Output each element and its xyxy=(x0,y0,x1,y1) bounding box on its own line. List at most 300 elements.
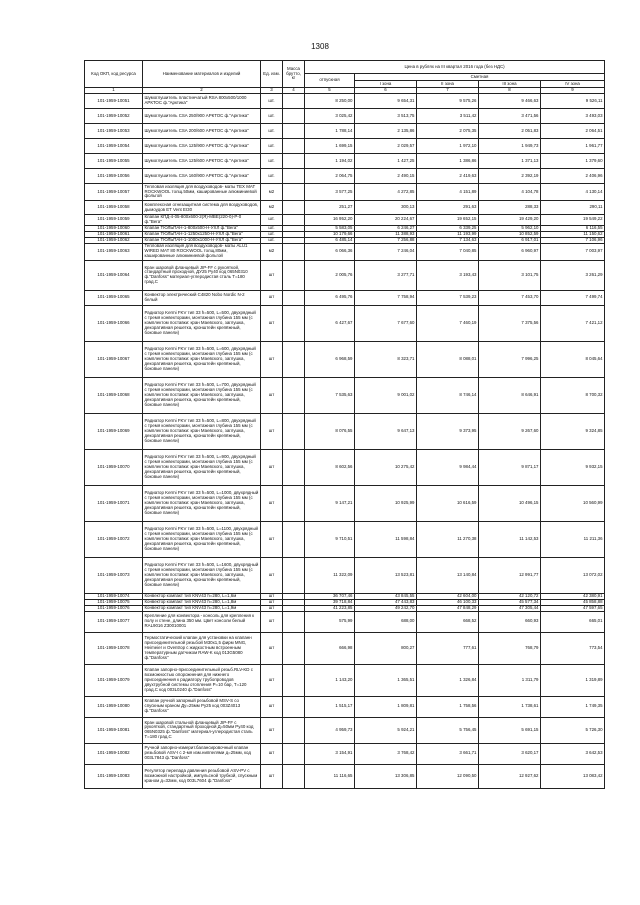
row-zone-3-price: 6 917,01 xyxy=(479,237,541,243)
row-unit: шт xyxy=(261,260,283,290)
row-zone-3-price: 1 371,13 xyxy=(479,154,541,169)
header-unit: Ед. изм. xyxy=(261,61,283,88)
row-release-price: 8 076,55 xyxy=(305,413,355,449)
row-code: 101-1959-10076 xyxy=(85,605,143,611)
row-mass xyxy=(283,377,305,413)
row-unit: шт. xyxy=(261,94,283,109)
row-code: 101-1959-10073 xyxy=(85,557,143,593)
index-cell: 7 xyxy=(417,88,479,94)
index-cell: 9 xyxy=(541,88,605,94)
row-zone-2-price: 7 460,19 xyxy=(417,305,479,341)
row-zone-2-price: 9 984,44 xyxy=(417,449,479,485)
header-release: отпускная xyxy=(305,74,355,88)
row-name: Клапан ТЮЛЬПАН-1-1000х1000-Н-УХЛ ф."Вега" xyxy=(143,237,261,243)
index-cell: 8 xyxy=(479,88,541,94)
row-mass xyxy=(283,290,305,305)
row-name: Радиатор Kermi FKV тип 33 h=500, L=700, двухрядный с тремя конвекторами, монтажная глубина 155 мм (с комплектом поставки: кран Маевского, заглушка, декоративная решетка, кронштейн крепёжный, боковые панели) xyxy=(143,377,261,413)
row-unit: шт xyxy=(261,305,283,341)
row-code: 101-1959-10058 xyxy=(85,201,143,215)
row-zone-3-price: 42 120,72 xyxy=(479,593,541,599)
row-release-price: 4 959,73 xyxy=(305,717,355,743)
row-release-price: 3 154,91 xyxy=(305,743,355,764)
row-code: 101-1959-10075 xyxy=(85,599,143,605)
row-release-price: 6 427,67 xyxy=(305,305,355,341)
row-zone-4-price: 10 560,99 xyxy=(541,485,605,521)
row-zone-3-price: 2 051,83 xyxy=(479,124,541,139)
row-unit: шт. xyxy=(261,237,283,243)
row-zone-3-price: 8 646,91 xyxy=(479,377,541,413)
row-name: Радиатор Kermi FKV тип 33 h=500, L=900, двухрядный с тремя конвекторами, монтажная глубина 155 мм (с комплектом поставки: кран Маевского, заглушка, декоративная решетка, кронштейн крепёжный, боковые панели) xyxy=(143,449,261,485)
row-name: Кран шаровой фланцевый JIP-FF с рукояткой, стандартный проходной, ДУ25 Ру40 код 065N0310 ф."Danfoss" материал-углеродистая сталь Т=180 град.С xyxy=(143,260,261,290)
row-name: Кран шаровой стальной фланцевый JIP-FF с рукояткой, стандартный проходной Д=50мм Ру40 код 065N0325 ф."Danfoss" материал-углеродистая сталь Т=180 град.С xyxy=(143,717,261,743)
row-mass xyxy=(283,124,305,139)
row-zone-4-price: 2 406,96 xyxy=(541,169,605,184)
row-zone-1-price: 1 809,81 xyxy=(355,696,417,717)
table-row xyxy=(85,290,605,305)
row-unit: шт xyxy=(261,611,283,632)
row-release-price: 16 952,20 xyxy=(305,215,355,226)
row-zone-4-price: 8 045,64 xyxy=(541,341,605,377)
table-row xyxy=(85,413,605,449)
row-zone-2-price: 1 386,86 xyxy=(417,154,479,169)
row-code: 101-1959-10052 xyxy=(85,109,143,124)
table-row xyxy=(85,225,605,231)
row-zone-3-price: 1 311,79 xyxy=(479,664,541,696)
row-code: 101-1959-10066 xyxy=(85,305,143,341)
row-unit: шт xyxy=(261,717,283,743)
row-name: Радиатор Kermi FKV тип 33 h=500, L=1100, двухрядный с тремя конвекторами, монтажная глубина 155 мм (с комплектом поставки: кран Маевского, заглушка, декоративная решетка, кронштейн крепёжный, боковые панели) xyxy=(143,521,261,557)
row-release-price: 10 179,66 xyxy=(305,231,355,237)
row-zone-3-price: 288,33 xyxy=(479,201,541,215)
row-zone-3-price: 1 949,73 xyxy=(479,139,541,154)
index-cell: 5 xyxy=(305,88,355,94)
row-unit: шт xyxy=(261,449,283,485)
row-name: Конвектор компакт тип KNV43 h=280, L=1,8м xyxy=(143,599,261,605)
row-unit: м2 xyxy=(261,201,283,215)
row-name: Клапан запорно-присоединительный резьб.RLV-KD с возможностью опорожнения для нижнего присоединения к радиатору трубопроводов двухтрубной системы отопления Р=10 бар, Т=120 град.С код 003L0240 ф."Danfoss" xyxy=(143,664,261,696)
row-mass xyxy=(283,485,305,521)
table-row xyxy=(85,169,605,184)
row-zone-3-price: 9 267,60 xyxy=(479,413,541,449)
header-mass: Масса брутто, кг xyxy=(283,61,305,88)
row-release-price: 6 968,59 xyxy=(305,341,355,377)
row-zone-2-price: 4 151,89 xyxy=(417,184,479,201)
row-zone-4-price: 7 421,12 xyxy=(541,305,605,341)
row-name: Шумоглушитель CSA 125/900 АРКТОС ф."Арктика" xyxy=(143,139,261,154)
row-mass xyxy=(283,557,305,593)
row-unit: шт xyxy=(261,413,283,449)
row-code: 101-1959-10056 xyxy=(85,169,143,184)
row-name: Тепловая изоляция для воздуховодов- маты TEX MAT ROCKWOOL толщ.50мм, кашированные алюминиевой фольгой xyxy=(143,184,261,201)
table-row xyxy=(85,260,605,290)
row-name: Конвектор электрический C4820 Nobo Nordic N-2 белый xyxy=(143,290,261,305)
row-zone-1-price: 49 242,70 xyxy=(355,605,417,611)
row-name: Радиатор Kermi FKV тип 33 h=500, L=1000, двухрядный с тремя конвекторами, монтажная глубина 155 мм (с комплектом поставки: кран Маевского, заглушка, декоративная решетка, кронштейн крепёжный, боковые панели) xyxy=(143,485,261,521)
row-mass xyxy=(283,215,305,226)
row-zone-4-price: 45 858,88 xyxy=(541,599,605,605)
row-zone-4-price: 9 526,11 xyxy=(541,94,605,109)
row-name: Конвектор компакт тип KNV43 h=280, L=1,6м xyxy=(143,593,261,599)
table-row xyxy=(85,377,605,413)
row-zone-1-price: 2 029,57 xyxy=(355,139,417,154)
table-row xyxy=(85,593,605,599)
row-mass xyxy=(283,94,305,109)
row-zone-2-price: 3 193,43 xyxy=(417,260,479,290)
row-name: Радиатор Kermi FKV тип 33 h=500, L=1600, двухрядный с тремя конвекторами, монтажная глубина 155 мм (с комплектом поставки: кран Маевского, заглушка, декоративная решетка, кронштейн крепёжный, боковые панели) xyxy=(143,557,261,593)
row-zone-1-price: 7 246,04 xyxy=(355,243,417,260)
row-unit: шт. xyxy=(261,154,283,169)
row-name: Конвектор компакт тип KNV43 h=280, L=1,9м xyxy=(143,605,261,611)
row-zone-2-price: 668,52 xyxy=(417,611,479,632)
row-unit: м2 xyxy=(261,184,283,201)
index-cell: 1 xyxy=(85,88,143,94)
row-zone-3-price: 2 392,19 xyxy=(479,169,541,184)
row-name: Ручной запорно-измерит.балансировочный клапан резьбовой ASV-I с 2-мя изм.ниппелями д=25мм, код 003L7843 ф."Danfoss" xyxy=(143,743,261,764)
row-release-price: 9 147,21 xyxy=(305,485,355,521)
index-cell: 2 xyxy=(143,88,261,94)
row-release-price: 9 710,51 xyxy=(305,521,355,557)
row-zone-2-price: 3 661,71 xyxy=(417,743,479,764)
row-mass xyxy=(283,169,305,184)
row-zone-2-price: 46 100,33 xyxy=(417,599,479,605)
row-name: Клапан ручной запорный резьбовой MSV-S со спускным краном Ду=25мм Ру25 код 003Z4013 ф."Danfoss" xyxy=(143,696,261,717)
row-unit: шт xyxy=(261,377,283,413)
row-zone-1-price: 9 654,31 xyxy=(355,94,417,109)
row-name: Комплексная огнезащитная система для воздуховодов, дымоудов ET Vent EI30 xyxy=(143,201,261,215)
row-zone-1-price: 7 256,88 xyxy=(355,237,417,243)
row-zone-1-price: 3 768,42 xyxy=(355,743,417,764)
row-zone-2-price: 10 616,59 xyxy=(417,485,479,521)
row-zone-2-price: 13 140,84 xyxy=(417,557,479,593)
row-zone-1-price: 800,27 xyxy=(355,632,417,664)
row-zone-4-price: 11 150,62 xyxy=(541,231,605,237)
row-zone-3-price: 45 577,34 xyxy=(479,599,541,605)
page-number: 1308 xyxy=(311,42,329,51)
row-zone-1-price: 7 677,60 xyxy=(355,305,417,341)
row-zone-2-price: 8 088,01 xyxy=(417,341,479,377)
row-zone-1-price: 10 925,99 xyxy=(355,485,417,521)
row-unit: шт xyxy=(261,664,283,696)
table-row xyxy=(85,243,605,260)
row-code: 101-1959-10083 xyxy=(85,764,143,788)
row-zone-2-price: 11 193,99 xyxy=(417,231,479,237)
row-release-price: 2 064,75 xyxy=(305,169,355,184)
row-name: Клапан ТЮЛЬПАН-1-800х500-Н-УХЛ ф."Вега" xyxy=(143,225,261,231)
row-unit: шт xyxy=(261,593,283,599)
row-zone-4-price: 6 116,55 xyxy=(541,225,605,231)
row-zone-4-price: 13 072,02 xyxy=(541,557,605,593)
table-row xyxy=(85,231,605,237)
row-code: 101-1959-10081 xyxy=(85,717,143,743)
row-zone-1-price: 2 135,86 xyxy=(355,124,417,139)
row-mass xyxy=(283,305,305,341)
row-zone-1-price: 1 365,51 xyxy=(355,664,417,696)
row-code: 101-1959-10064 xyxy=(85,260,143,290)
row-mass xyxy=(283,764,305,788)
row-zone-3-price: 3 620,17 xyxy=(479,743,541,764)
row-zone-4-price: 3 493,03 xyxy=(541,109,605,124)
row-code: 101-1959-10069 xyxy=(85,413,143,449)
row-name: Шумоглушитель пластинчатый RSA 800х500/1000 АРКТОС ф."Арктика" xyxy=(143,94,261,109)
row-zone-4-price: 47 597,65 xyxy=(541,605,605,611)
row-zone-4-price: 2 064,51 xyxy=(541,124,605,139)
header-price-title: Цена в рублях на III квартал 2016 года (без НДС) xyxy=(305,61,605,74)
row-zone-4-price: 1 319,89 xyxy=(541,664,605,696)
row-zone-2-price: 7 040,85 xyxy=(417,243,479,260)
index-cell: 4 xyxy=(283,88,305,94)
row-mass xyxy=(283,664,305,696)
row-zone-2-price: 3 511,42 xyxy=(417,109,479,124)
row-code: 101-1959-10057 xyxy=(85,184,143,201)
row-code: 101-1959-10060 xyxy=(85,225,143,231)
row-code: 101-1959-10072 xyxy=(85,521,143,557)
row-release-price: 39 718,84 xyxy=(305,599,355,605)
row-mass xyxy=(283,449,305,485)
row-code: 101-1959-10070 xyxy=(85,449,143,485)
row-zone-1-price: 5 924,21 xyxy=(355,717,417,743)
table-row xyxy=(85,717,605,743)
table-row xyxy=(85,605,605,611)
table-row xyxy=(85,557,605,593)
table-row xyxy=(85,341,605,377)
row-mass xyxy=(283,341,305,377)
row-zone-2-price: 5 756,45 xyxy=(417,717,479,743)
row-zone-4-price: 1 379,60 xyxy=(541,154,605,169)
row-zone-1-price: 43 845,55 xyxy=(355,593,417,599)
row-zone-4-price: 1 961,77 xyxy=(541,139,605,154)
row-zone-2-price: 291,63 xyxy=(417,201,479,215)
row-zone-1-price: 300,13 xyxy=(355,201,417,215)
row-zone-3-price: 19 429,20 xyxy=(479,215,541,226)
table-row xyxy=(85,124,605,139)
row-release-price: 2 005,76 xyxy=(305,260,355,290)
row-mass xyxy=(283,139,305,154)
row-zone-1-price: 20 224,67 xyxy=(355,215,417,226)
row-zone-4-price: 42 380,91 xyxy=(541,593,605,599)
row-mass xyxy=(283,109,305,124)
row-zone-1-price: 4 272,85 xyxy=(355,184,417,201)
row-release-price: 36 707,46 xyxy=(305,593,355,599)
row-zone-1-price: 8 323,71 xyxy=(355,341,417,377)
row-zone-1-price: 7 758,94 xyxy=(355,290,417,305)
row-zone-3-price: 5 962,10 xyxy=(479,225,541,231)
row-release-price: 3 025,42 xyxy=(305,109,355,124)
row-zone-3-price: 9 871,17 xyxy=(479,449,541,485)
row-zone-4-price: 7 003,97 xyxy=(541,243,605,260)
row-zone-2-price: 9 575,26 xyxy=(417,94,479,109)
header-code: Код ОКП, код ресурса xyxy=(85,61,143,88)
row-zone-1-price: 9 647,13 xyxy=(355,413,417,449)
row-release-price: 7 535,63 xyxy=(305,377,355,413)
row-zone-2-price: 42 604,00 xyxy=(417,593,479,599)
row-zone-4-price: 4 130,14 xyxy=(541,184,605,201)
row-zone-1-price: 13 306,85 xyxy=(355,764,417,788)
row-code: 101-1959-10067 xyxy=(85,341,143,377)
row-zone-2-price: 6 339,25 xyxy=(417,225,479,231)
table-row xyxy=(85,611,605,632)
table-row xyxy=(85,743,605,764)
row-zone-1-price: 6 246,27 xyxy=(355,225,417,231)
row-unit: шт xyxy=(261,521,283,557)
row-zone-4-price: 3 261,29 xyxy=(541,260,605,290)
row-unit: шт xyxy=(261,485,283,521)
row-unit: шт xyxy=(261,696,283,717)
header-zone-1: I зона xyxy=(355,81,417,88)
row-zone-1-price: 3 513,75 xyxy=(355,109,417,124)
row-release-price: 1 515,17 xyxy=(305,696,355,717)
row-code: 101-1959-10062 xyxy=(85,237,143,243)
table-row xyxy=(85,764,605,788)
row-zone-4-price: 7 106,96 xyxy=(541,237,605,243)
row-zone-1-price: 47 443,83 xyxy=(355,599,417,605)
row-code: 101-1959-10051 xyxy=(85,94,143,109)
row-mass xyxy=(283,243,305,260)
row-name: Шумоглушитель CSA 200/600 АРКТОС ф."Арктика" xyxy=(143,124,261,139)
table-row xyxy=(85,215,605,226)
row-name: Шумоглушитель CSA 125/600 АРКТОС ф."Арктика" xyxy=(143,154,261,169)
table-row xyxy=(85,521,605,557)
row-mass xyxy=(283,201,305,215)
row-zone-3-price: 7 453,70 xyxy=(479,290,541,305)
row-zone-3-price: 768,79 xyxy=(479,632,541,664)
row-mass xyxy=(283,184,305,201)
row-code: 101-1959-10082 xyxy=(85,743,143,764)
row-unit: шт. xyxy=(261,139,283,154)
row-unit: шт. xyxy=(261,109,283,124)
row-zone-2-price: 7 134,63 xyxy=(417,237,479,243)
row-code: 101-1959-10055 xyxy=(85,154,143,169)
row-mass xyxy=(283,521,305,557)
row-release-price: 8 602,56 xyxy=(305,449,355,485)
row-release-price: 8 250,00 xyxy=(305,94,355,109)
row-code: 101-1959-10059 xyxy=(85,215,143,226)
row-zone-4-price: 3 642,53 xyxy=(541,743,605,764)
row-release-price: 666,98 xyxy=(305,632,355,664)
table-row xyxy=(85,94,605,109)
row-zone-1-price: 13 523,81 xyxy=(355,557,417,593)
row-mass xyxy=(283,743,305,764)
row-zone-4-price: 7 499,74 xyxy=(541,290,605,305)
row-zone-4-price: 290,11 xyxy=(541,201,605,215)
row-zone-2-price: 1 326,84 xyxy=(417,664,479,696)
header-zone-3: III зона xyxy=(479,81,541,88)
row-name: Регулятор перепада давления резьбовой ASV-PV с возможной настройкой, импульсной трубкой, спускным краном д=32мм, код 003L7604 ф."Danfoss" xyxy=(143,764,261,788)
row-zone-2-price: 19 652,15 xyxy=(417,215,479,226)
row-unit: шт xyxy=(261,632,283,664)
row-name: Радиатор Kermi FKV тип 33 h=500, L=500, двухрядный с тремя конвекторами, монтажная глубина 155 мм (с комплектом поставки: кран Маевского, заглушка, декоративная решетка, кронштейн крепёжный, боковые панели) xyxy=(143,305,261,341)
row-zone-3-price: 660,93 xyxy=(479,611,541,632)
row-zone-1-price: 2 490,15 xyxy=(355,169,417,184)
row-zone-3-price: 1 738,61 xyxy=(479,696,541,717)
row-zone-1-price: 9 001,02 xyxy=(355,377,417,413)
header-name: Наименование материалов и изделий xyxy=(143,61,261,88)
row-unit: шт xyxy=(261,599,283,605)
row-zone-4-price: 773,54 xyxy=(541,632,605,664)
row-name: Тепловая изоляция для воздуховодов- маты ALU1 WIRED MAT 80 ROCKWOOL толщ.80мм, кашированные алюминиевой фольгой xyxy=(143,243,261,260)
row-zone-4-price: 665,01 xyxy=(541,611,605,632)
row-zone-2-price: 9 373,95 xyxy=(417,413,479,449)
row-zone-4-price: 19 549,22 xyxy=(541,215,605,226)
table-row xyxy=(85,449,605,485)
row-zone-1-price: 3 277,71 xyxy=(355,260,417,290)
row-mass xyxy=(283,717,305,743)
row-release-price: 11 116,65 xyxy=(305,764,355,788)
row-zone-2-price: 7 539,23 xyxy=(417,290,479,305)
row-release-price: 575,99 xyxy=(305,611,355,632)
row-unit: шт. xyxy=(261,124,283,139)
row-zone-3-price: 7 996,25 xyxy=(479,341,541,377)
row-unit: м2 xyxy=(261,243,283,260)
row-code: 101-1959-10054 xyxy=(85,139,143,154)
row-release-price: 6 485,14 xyxy=(305,237,355,243)
table-row xyxy=(85,109,605,124)
row-code: 101-1959-10071 xyxy=(85,485,143,521)
row-zone-1-price: 11 388,93 xyxy=(355,231,417,237)
row-zone-4-price: 8 700,32 xyxy=(541,377,605,413)
row-zone-2-price: 8 746,14 xyxy=(417,377,479,413)
row-release-price: 3 577,25 xyxy=(305,184,355,201)
header-zone-4: IV зона xyxy=(541,81,605,88)
row-release-price: 1 788,14 xyxy=(305,124,355,139)
row-code: 101-1959-10065 xyxy=(85,290,143,305)
row-zone-1-price: 10 275,42 xyxy=(355,449,417,485)
row-name: Термостатический клапан для установки на клапанн присоединительной резьбой М30х1,5 фирм MNG, Heimeier и Oventrop с жидкостным встроенным температурным датчиком RAW-K код 013G5080 ф."Danfoss" xyxy=(143,632,261,664)
row-zone-4-price: 5 726,30 xyxy=(541,717,605,743)
row-code: 101-1959-10077 xyxy=(85,611,143,632)
row-release-price: 6 066,36 xyxy=(305,243,355,260)
row-name: Шумоглушитель CSA 250/900 АРКТОС ф."Арктика" xyxy=(143,109,261,124)
row-zone-2-price: 11 270,38 xyxy=(417,521,479,557)
index-cell: 3 xyxy=(261,88,283,94)
table-row xyxy=(85,632,605,664)
row-name: Клапан ТЮЛЬПАН-1-1250х1250-Н-УХЛ ф."Вега" xyxy=(143,231,261,237)
header-estimate: Сметная xyxy=(355,74,605,81)
table-row xyxy=(85,664,605,696)
row-release-price: 41 223,85 xyxy=(305,605,355,611)
table-row xyxy=(85,154,605,169)
row-release-price: 11 322,09 xyxy=(305,557,355,593)
row-code: 101-1959-10061 xyxy=(85,231,143,237)
row-mass xyxy=(283,154,305,169)
row-release-price: 1 143,20 xyxy=(305,664,355,696)
table-row xyxy=(85,139,605,154)
row-zone-3-price: 5 691,15 xyxy=(479,717,541,743)
row-release-price: 1 699,15 xyxy=(305,139,355,154)
row-code: 101-1959-10053 xyxy=(85,124,143,139)
row-unit: шт xyxy=(261,743,283,764)
row-zone-1-price: 11 598,84 xyxy=(355,521,417,557)
row-name: Радиатор Kermi FKV тип 33 h=500, L=600, двухрядный с тремя конвекторами, монтажная глубина 155 мм (с комплектом поставки: кран Маевского, заглушка, декоративная решетка, кронштейн крепёжный, боковые панели) xyxy=(143,341,261,377)
row-code: 101-1959-10068 xyxy=(85,377,143,413)
row-name: Радиатор Kermi FKV тип 33 h=500, L=800, двухрядный с тремя конвекторами, монтажная глубина 155 мм (с комплектом поставки: кран Маевского, заглушка, декоративная решетка, кронштейн крепёжный, боковые панели) xyxy=(143,413,261,449)
row-zone-3-price: 11 142,53 xyxy=(479,521,541,557)
table-row xyxy=(85,237,605,243)
row-zone-2-price: 1 758,56 xyxy=(417,696,479,717)
row-zone-3-price: 10 852,59 xyxy=(479,231,541,237)
table-row xyxy=(85,485,605,521)
row-zone-2-price: 1 972,10 xyxy=(417,139,479,154)
row-zone-4-price: 1 749,35 xyxy=(541,696,605,717)
row-unit: шт. xyxy=(261,215,283,226)
row-zone-4-price: 13 083,42 xyxy=(541,764,605,788)
row-zone-2-price: 12 090,50 xyxy=(417,764,479,788)
row-zone-3-price: 12 927,62 xyxy=(479,764,541,788)
row-code: 101-1959-10078 xyxy=(85,632,143,664)
row-unit: шт xyxy=(261,341,283,377)
row-unit: шт. xyxy=(261,225,283,231)
row-mass xyxy=(283,632,305,664)
row-zone-1-price: 688,00 xyxy=(355,611,417,632)
